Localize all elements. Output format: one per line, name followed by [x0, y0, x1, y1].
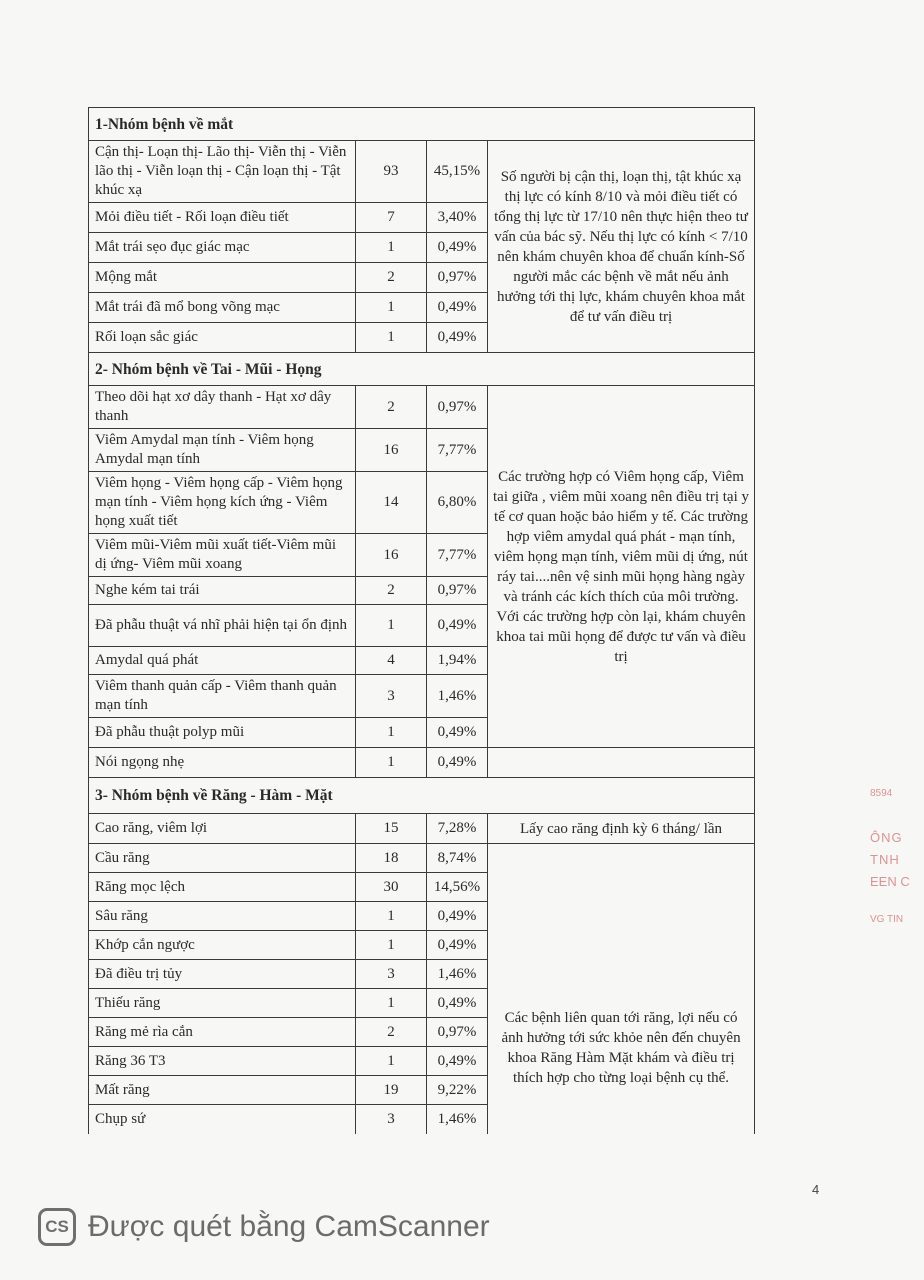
- case-percentage: 7,77%: [427, 429, 488, 472]
- case-percentage: 0,97%: [427, 577, 488, 605]
- disease-name: Cận thị- Loạn thị- Lão thị- Viễn thị - Viễn lão thị - Viễn loạn thị - Cận loạn thị - Tật khúc xạ: [89, 141, 356, 203]
- case-percentage: 0,49%: [427, 293, 488, 323]
- case-count: 16: [356, 429, 427, 472]
- dental-group-recommendation: [488, 844, 755, 1134]
- disease-name: Răng 36 T3: [89, 1047, 356, 1076]
- case-percentage: 0,49%: [427, 902, 488, 931]
- case-percentage: 0,97%: [427, 263, 488, 293]
- camscanner-logo-icon: CS: [38, 1208, 76, 1246]
- disease-name: Thiếu răng: [89, 989, 356, 1018]
- stamp-text: VG TIN: [870, 914, 904, 925]
- case-percentage: 14,56%: [427, 873, 488, 902]
- case-count: 3: [356, 1105, 427, 1134]
- page-number: 4: [812, 1182, 820, 1197]
- camscanner-watermark: [38, 1208, 490, 1246]
- disease-name: Amydal quá phát: [89, 647, 356, 675]
- disease-name: Mắt trái sẹo đục giác mạc: [89, 233, 356, 263]
- case-percentage: 0,49%: [427, 989, 488, 1018]
- case-percentage: 7,28%: [427, 814, 488, 844]
- disease-name: Viêm thanh quản cấp - Viêm thanh quản mạn tính: [89, 675, 356, 718]
- case-percentage: 1,46%: [427, 960, 488, 989]
- group-title-dental: 3- Nhóm bệnh về Răng - Hàm - Mặt: [89, 778, 755, 814]
- case-percentage: 1,46%: [427, 675, 488, 718]
- case-count: 7: [356, 203, 427, 233]
- group-title-ent: 2- Nhóm bệnh về Tai - Mũi - Họng: [89, 353, 755, 386]
- disease-name: Chụp sứ: [89, 1105, 356, 1134]
- case-percentage: 0,49%: [427, 233, 488, 263]
- case-percentage: 0,49%: [427, 748, 488, 778]
- disease-name: Nói ngọng nhẹ: [89, 748, 356, 778]
- case-count: 1: [356, 323, 427, 353]
- case-percentage: 0,49%: [427, 931, 488, 960]
- disease-name: Nghe kém tai trái: [89, 577, 356, 605]
- case-count: 1: [356, 293, 427, 323]
- disease-name: Viêm họng - Viêm họng cấp - Viêm họng mạn tính - Viêm họng kích ứng - Viêm họng xuất tiết: [89, 472, 356, 534]
- case-percentage: 0,49%: [427, 1047, 488, 1076]
- health-statistics-table: [88, 107, 755, 1134]
- stamp-text: EEN C: [870, 874, 910, 889]
- disease-name: Đã phẫu thuật polyp mũi: [89, 718, 356, 748]
- disease-name: Đã phẫu thuật vá nhĩ phải hiện tại ổn định: [89, 605, 356, 647]
- dental-tartar-recommendation: Lấy cao răng định kỳ 6 tháng/ lần: [488, 814, 755, 844]
- ent-group-recommendation: Các trường hợp có Viêm họng cấp, Viêm tai giữa , viêm mũi xoang nên điều trị tại y tế cơ quan hoặc bảo hiểm y tế. Các trường hợp viêm amydal quá phát - mạn tính, viêm họng mạn tính, viêm mũi dị ứng, nút ráy tai....nên vệ sinh mũi họng hàng ngày và tránh các kích thích của môi trường. Với các trường hợp còn lại, khám chuyên khoa tai mũi họng để được tư vấn và điều trị: [488, 386, 755, 748]
- case-count: 2: [356, 1018, 427, 1047]
- case-count: 2: [356, 263, 427, 293]
- case-count: 1: [356, 989, 427, 1018]
- case-count: 4: [356, 647, 427, 675]
- case-count: 14: [356, 472, 427, 534]
- case-count: 16: [356, 534, 427, 577]
- case-count: 3: [356, 675, 427, 718]
- case-count: 1: [356, 902, 427, 931]
- disease-name: Theo dõi hạt xơ dây thanh - Hạt xơ dây thanh: [89, 386, 356, 429]
- disease-name: Viêm Amydal mạn tính - Viêm họng Amydal mạn tính: [89, 429, 356, 472]
- disease-name: Mộng mắt: [89, 263, 356, 293]
- case-percentage: 0,97%: [427, 1018, 488, 1047]
- case-count: 93: [356, 141, 427, 203]
- case-percentage: 9,22%: [427, 1076, 488, 1105]
- eye-group-recommendation: Số người bị cận thị, loạn thị, tật khúc xạ thị lực có kính 8/10 và mỏi điều tiết có tổng thị lực từ 17/10 nên thực hiện theo tư vấn của bác sỹ. Nếu thị lực có kính < 7/10 nên khám chuyên khoa để chuẩn kính-Số người mắc các bệnh về mắt nếu ảnh hưởng tới thị lực, khám chuyên khoa mắt để tư vấn điều trị: [488, 141, 755, 353]
- stamp-text: TNH: [870, 852, 900, 867]
- case-count: 1: [356, 931, 427, 960]
- case-percentage: 1,46%: [427, 1105, 488, 1134]
- disease-name: Rối loạn sắc giác: [89, 323, 356, 353]
- case-count: 30: [356, 873, 427, 902]
- disease-name: Răng mọc lệch: [89, 873, 356, 902]
- case-count: 15: [356, 814, 427, 844]
- case-count: 19: [356, 1076, 427, 1105]
- case-count: 2: [356, 386, 427, 429]
- case-percentage: 3,40%: [427, 203, 488, 233]
- disease-name: Mỏi điều tiết - Rối loạn điều tiết: [89, 203, 356, 233]
- camscanner-text: Được quét bằng CamScanner: [88, 1210, 490, 1243]
- disease-name: Mất răng: [89, 1076, 356, 1105]
- case-percentage: 6,80%: [427, 472, 488, 534]
- case-count: 3: [356, 960, 427, 989]
- red-stamp-fragment: [864, 788, 924, 938]
- disease-name: Cầu răng: [89, 844, 356, 873]
- case-percentage: 0,49%: [427, 323, 488, 353]
- case-count: 1: [356, 748, 427, 778]
- case-count: 1: [356, 605, 427, 647]
- group-title-eyes: 1-Nhóm bệnh về mắt: [89, 108, 755, 141]
- case-percentage: 0,49%: [427, 718, 488, 748]
- dental-recommendation-text: Các bệnh liên quan tới răng, lợi nếu có ảnh hưởng tới sức khỏe nên đến chuyên khoa Răng Hàm Mặt khám và điều trị thích hợp cho từng loại bệnh cụ thể.: [501, 1009, 741, 1086]
- stamp-text: ÔNG: [870, 830, 903, 845]
- disease-name: Mắt trái đã mổ bong võng mạc: [89, 293, 356, 323]
- disease-name: Sâu răng: [89, 902, 356, 931]
- case-count: 1: [356, 1047, 427, 1076]
- empty-note-cell: [488, 748, 755, 778]
- disease-name: Khớp cắn ngược: [89, 931, 356, 960]
- case-count: 1: [356, 233, 427, 263]
- case-count: 1: [356, 718, 427, 748]
- case-percentage: 8,74%: [427, 844, 488, 873]
- disease-name: Cao răng, viêm lợi: [89, 814, 356, 844]
- case-percentage: 1,94%: [427, 647, 488, 675]
- case-count: 2: [356, 577, 427, 605]
- disease-name: Răng mẻ rìa cắn: [89, 1018, 356, 1047]
- case-count: 18: [356, 844, 427, 873]
- case-percentage: 0,49%: [427, 605, 488, 647]
- stamp-text: 8594: [870, 788, 893, 799]
- case-percentage: 0,97%: [427, 386, 488, 429]
- disease-name: Đã điều trị tủy: [89, 960, 356, 989]
- disease-name: Viêm mũi-Viêm mũi xuất tiết-Viêm mũi dị ứng- Viêm mũi xoang: [89, 534, 356, 577]
- case-percentage: 45,15%: [427, 141, 488, 203]
- case-percentage: 7,77%: [427, 534, 488, 577]
